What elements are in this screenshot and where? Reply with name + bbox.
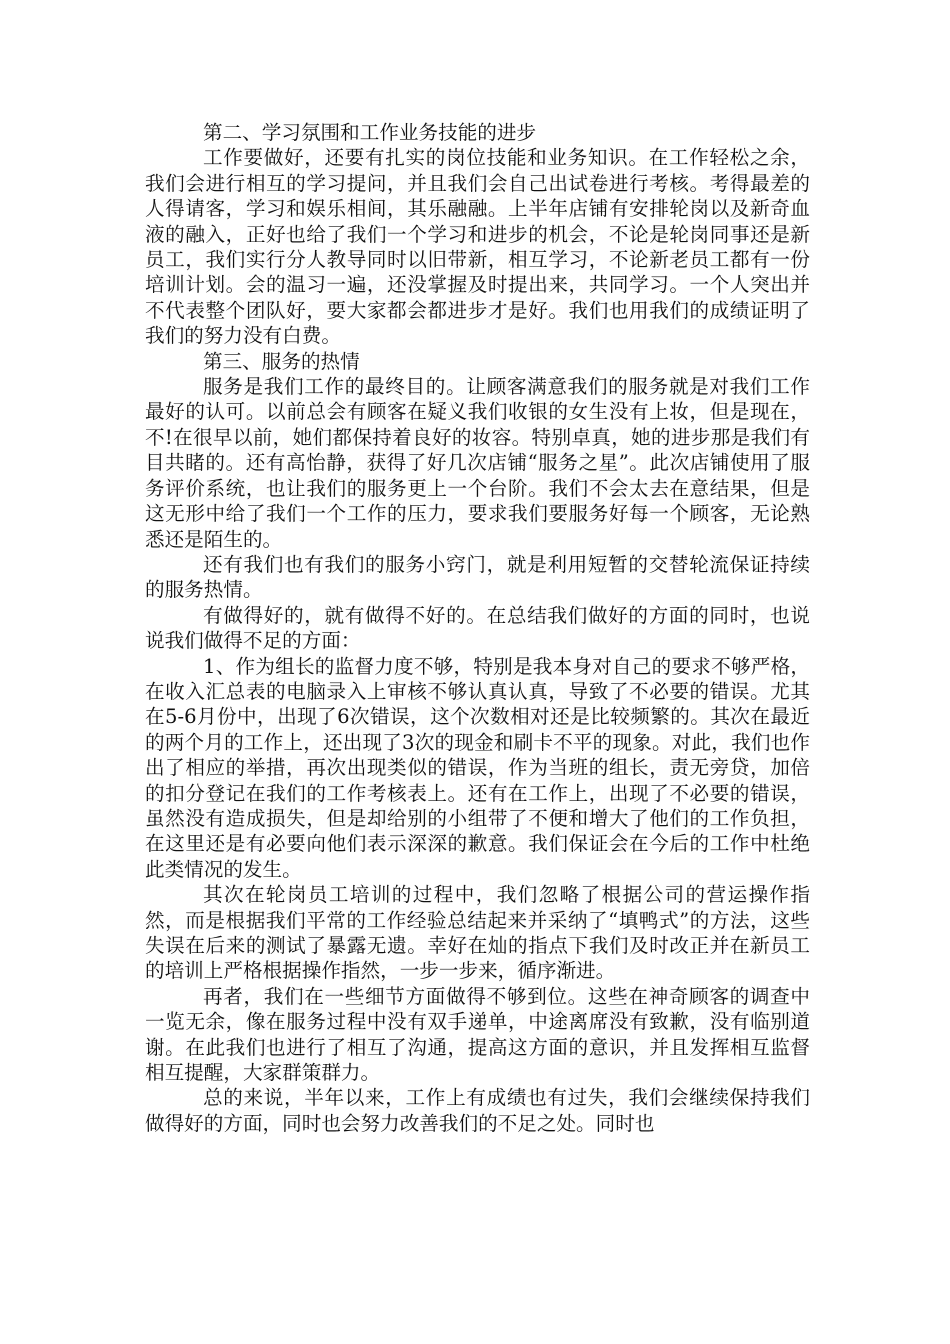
paragraph-shortcomings-intro: 有做得好的，就有做得不好的。在总结我们做好的方面的同时，也说说我们做得不足的方面： — [145, 603, 810, 653]
paragraph-details: 再者，我们在一些细节方面做得不够到位。这些在神奇顾客的调查中一览无余，像在服务过程中没有双手递单，中途离席没有致歉，没有临别道谢。在此我们也进行了相互了沟通，提高这方面的意识，并且发挥相互监督相互提醒，大家群策群力。 — [145, 984, 810, 1085]
paragraph-summary: 总的来说，半年以来，工作上有成绩也有过失，我们会继续保持我们做得好的方面，同时也会努力改善我们的不足之处。同时也 — [145, 1086, 810, 1135]
section3-body: 服务是我们工作的最终目的。让顾客满意我们的服务就是对我们工作最好的认可。以前总会有顾客在疑义我们收银的女生没有上妆，但是现在，不!在很早以前，她们都保持着良好的妆容。特别卓真，她的进步那是我们有目共睹的。还有高怡静，获得了好几次店铺“服务之星”。此次店铺使用了服务评价系统，也让我们的服务更上一个台阶。我们不会太去在意结果，但是这无形中给了我们一个工作的压力，要求我们要服务好每一个顾客，无论熟悉还是陌生的。 — [145, 375, 810, 551]
paragraph-point-1: 1、作为组长的监督力度不够，特别是我本身对自己的要求不够严格，在收入汇总表的电脑录入上审核不够认真认真，导致了不必要的错误。尤其在5-6月份中，出现了6次错误，这个次数相对还是比较频繁的。其次在最近的两个月的工作上，还出现了3次的现金和刷卡不平的现象。对此，我们也作出了相应的举措，再次出现类似的错误，作为当班的组长，责无旁贷，加倍的扣分登记在我们的工作考核表上。还有在工作上，出现了不必要的错误，虽然没有造成损失，但是却给别的小组带了不便和增大了他们的工作负担，在这里还是有必要向他们表示深深的歉意。我们保证会在今后的工作中杜绝此类情况的发生。 — [145, 654, 810, 881]
paragraph-training: 其次在轮岗员工培训的过程中，我们忽略了根据公司的营运操作指然，而是根据我们平常的工作经验总结起来并采纳了“填鸭式”的方法，这些失误在后来的测试了暴露无遗。幸好在灿的指点下我们及时改正并在新员工的培训上严格根据操作指然，一步一步来，循序渐进。 — [145, 883, 810, 983]
section2-heading: 第二、学习氛围和工作业务技能的进步 — [203, 121, 537, 144]
paragraph-service-tips: 还有我们也有我们的服务小窍门，就是利用短暂的交替轮流保证持续的服务热情。 — [145, 552, 810, 602]
section2-body: 工作要做好，还要有扎实的岗位技能和业务知识。在工作轻松之余，我们会进行相互的学习提问，并且我们会自己出试卷进行考核。考得最差的人得请客，学习和娱乐相间，其乐融融。上半年店铺有安排轮岗以及新奇血液的融入，正好也给了我们一个学习和进步的机会，不论是轮岗同事还是新员工，我们实行分人教导同时以旧带新，相互学习，不论新老员工都有一份培训计划。会的温习一遍，还没掌握及时提出来，共同学习。一个人突出并不代表整个团队好，要大家都会都进步才是好。我们也用我们的成绩证明了我们的努力没有白费。 — [145, 146, 810, 348]
section3-heading: 第三、服务的热情 — [203, 349, 360, 373]
